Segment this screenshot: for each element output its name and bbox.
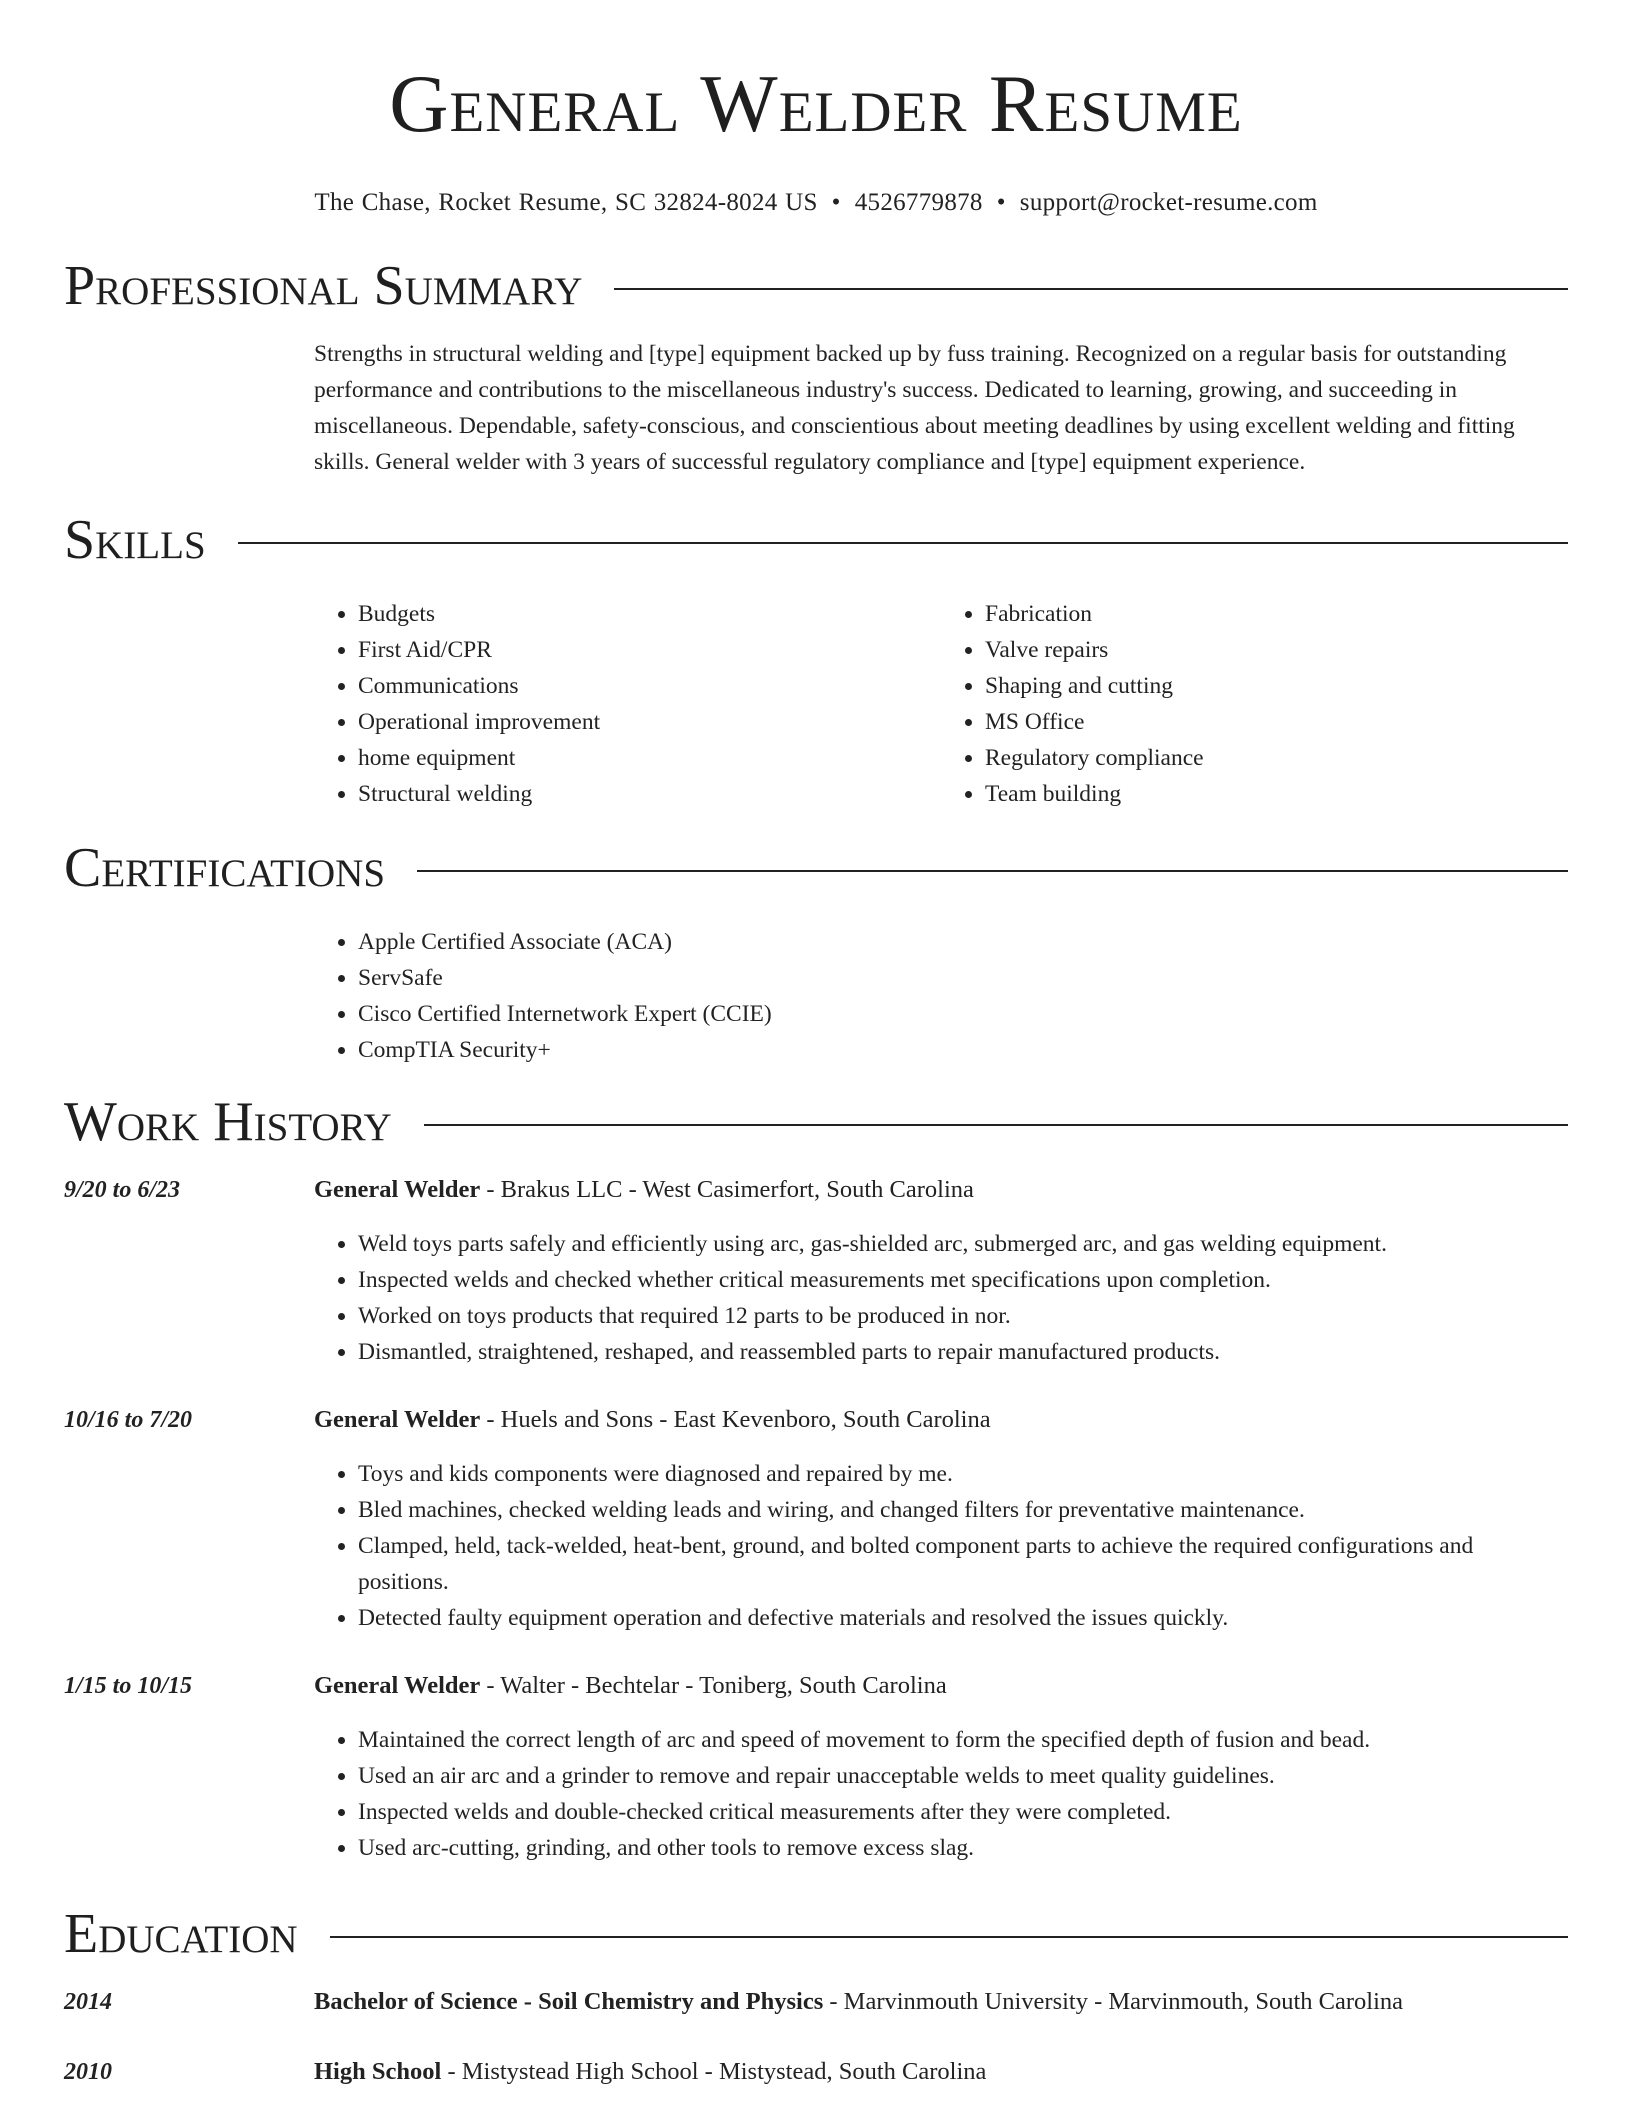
job-entry <box>64 1402 1568 1636</box>
job-bullet: • Clamped, held, tack-welded, heat-bent, ground, and bolted component parts to achieve the required configurations and positions. <box>358 1528 1568 1600</box>
education-degree: Bachelor of Science - Soil Chemistry and Physics <box>314 1988 824 2015</box>
job-bullet: • Weld toys parts safely and efficiently using arc, gas-shielded arc, submerged arc, and gas welding equipment. <box>358 1226 1568 1262</box>
work-history-header <box>64 1090 1568 1154</box>
section-divider <box>330 1936 1568 1938</box>
skill-item: • Budgets <box>358 596 941 632</box>
job-bullets <box>314 1226 1568 1370</box>
job-bullet: • Used an air arc and a grinder to remove and repair unacceptable welds to meet quality guidelines. <box>358 1758 1568 1794</box>
job-dates: 10/16 to 7/20 <box>64 1407 193 1433</box>
job-bullet: • Toys and kids components were diagnosed and repaired by me. <box>358 1456 1568 1492</box>
skill-item: • Communications <box>358 668 941 704</box>
work-history-title: Work History <box>64 1091 392 1153</box>
contact-address: The Chase, Rocket Resume, SC 32824-8024 US <box>314 189 818 216</box>
contact-separator: • <box>831 189 841 216</box>
education-year: 2010 <box>64 2059 112 2085</box>
education-degree: High School <box>314 2058 442 2085</box>
education-school: - Marvinmouth University - Marvinmouth, South Carolina <box>823 1988 1404 2015</box>
job-bullet: • Maintained the correct length of arc and speed of movement to form the specified depth of fusion and bead. <box>358 1722 1568 1758</box>
certifications-title: Certifications <box>64 837 386 899</box>
skill-item: • First Aid/CPR <box>358 632 941 668</box>
job-title-line <box>314 1402 1568 1438</box>
skills-section <box>64 508 1568 812</box>
contact-phone: 4526779878 <box>854 189 983 216</box>
certifications-body <box>314 924 1568 1068</box>
education-title: Education <box>64 1903 298 1965</box>
skill-item: • Regulatory compliance <box>985 740 1568 776</box>
summary-section <box>64 254 1568 480</box>
section-divider <box>614 288 1568 290</box>
education-line <box>314 2054 986 2090</box>
job-dates: 9/20 to 6/23 <box>64 1177 181 1203</box>
skills-list-right <box>941 596 1568 812</box>
skill-item: • home equipment <box>358 740 941 776</box>
job-bullet: • Dismantled, straightened, reshaped, and reassembled parts to repair manufactured products. <box>358 1334 1568 1370</box>
job-employer: - Brakus LLC - West Casimerfort, South Carolina <box>480 1176 974 1203</box>
certifications-list <box>314 924 1568 1068</box>
job-bullet: • Used arc-cutting, grinding, and other tools to remove excess slag. <box>358 1830 1568 1866</box>
contact-line <box>0 188 1632 218</box>
job-entry <box>64 1172 1568 1370</box>
job-title-line <box>314 1172 1568 1208</box>
summary-text: Strengths in structural welding and [type] equipment backed up by fuss training. Recognized on a regular basis for outstanding performance and contributions to the miscellaneous industry's success. Dedicated to learning, growing, and succeeding in miscellaneous. Dependable, safety-conscious, and conscientious about meeting deadlines by using excellent welding and fitting skills. General welder with 3 years of successful regulatory compliance and [type] equipment experience. <box>314 341 1515 475</box>
skill-item: • MS Office <box>985 704 1568 740</box>
job-role: General Welder <box>314 1406 481 1433</box>
contact-separator: • <box>996 189 1006 216</box>
job-dates: 1/15 to 10/15 <box>64 1673 193 1699</box>
section-divider <box>424 1124 1568 1126</box>
skills-title: Skills <box>64 509 206 571</box>
skills-header <box>64 508 1568 572</box>
skill-item: • Shaping and cutting <box>985 668 1568 704</box>
certification-item: • Cisco Certified Internetwork Expert (CCIE) <box>358 996 1568 1032</box>
skills-grid <box>314 596 1568 812</box>
job-title-line <box>314 1668 1568 1704</box>
job-entry <box>64 1668 1568 1866</box>
section-divider <box>417 870 1568 872</box>
education-school: - Mistystead High School - Mistystead, South Carolina <box>441 2058 987 2085</box>
job-main <box>314 1668 1568 1866</box>
section-divider <box>238 542 1568 544</box>
skills-list-left <box>314 596 941 812</box>
skill-item: • Team building <box>985 776 1568 812</box>
contact-email: support@rocket-resume.com <box>1019 189 1318 216</box>
certification-item: • ServSafe <box>358 960 1568 996</box>
education-header <box>64 1902 1568 1966</box>
skill-item: • Fabrication <box>985 596 1568 632</box>
job-main <box>314 1172 1568 1370</box>
job-main <box>314 1402 1568 1636</box>
skill-item: • Operational improvement <box>358 704 941 740</box>
certification-item: • CompTIA Security+ <box>358 1032 1568 1068</box>
education-entry <box>64 1984 1568 2020</box>
skill-item: • Valve repairs <box>985 632 1568 668</box>
job-bullet: • Inspected welds and double-checked critical measurements after they were completed. <box>358 1794 1568 1830</box>
education-year: 2014 <box>64 1989 112 2015</box>
skill-item: • Structural welding <box>358 776 941 812</box>
summary-header <box>64 254 1568 318</box>
certifications-section <box>64 836 1568 1068</box>
job-role: General Welder <box>314 1672 481 1699</box>
summary-title: Professional Summary <box>64 255 583 317</box>
job-bullet: • Worked on toys products that required 12 parts to be produced in nor. <box>358 1298 1568 1334</box>
work-history-section <box>64 1090 1568 1866</box>
job-employer: - Walter - Bechtelar - Toniberg, South Carolina <box>480 1672 947 1699</box>
education-section <box>64 1902 1568 2090</box>
job-bullets <box>314 1456 1568 1636</box>
education-line <box>314 1984 1403 2020</box>
job-bullet: • Bled machines, checked welding leads and wiring, and changed filters for preventative maintenance. <box>358 1492 1568 1528</box>
job-bullet: • Inspected welds and checked whether critical measurements met specifications upon completion. <box>358 1262 1568 1298</box>
certifications-header <box>64 836 1568 900</box>
job-role: General Welder <box>314 1176 481 1203</box>
education-entry <box>64 2054 1568 2090</box>
certification-item: • Apple Certified Associate (ACA) <box>358 924 1568 960</box>
job-bullets <box>314 1722 1568 1866</box>
job-employer: - Huels and Sons - East Kevenboro, South Carolina <box>480 1406 991 1433</box>
resume-title: General Welder Resume <box>389 58 1243 149</box>
job-bullet: • Detected faulty equipment operation and defective materials and resolved the issues quickly. <box>358 1600 1568 1636</box>
